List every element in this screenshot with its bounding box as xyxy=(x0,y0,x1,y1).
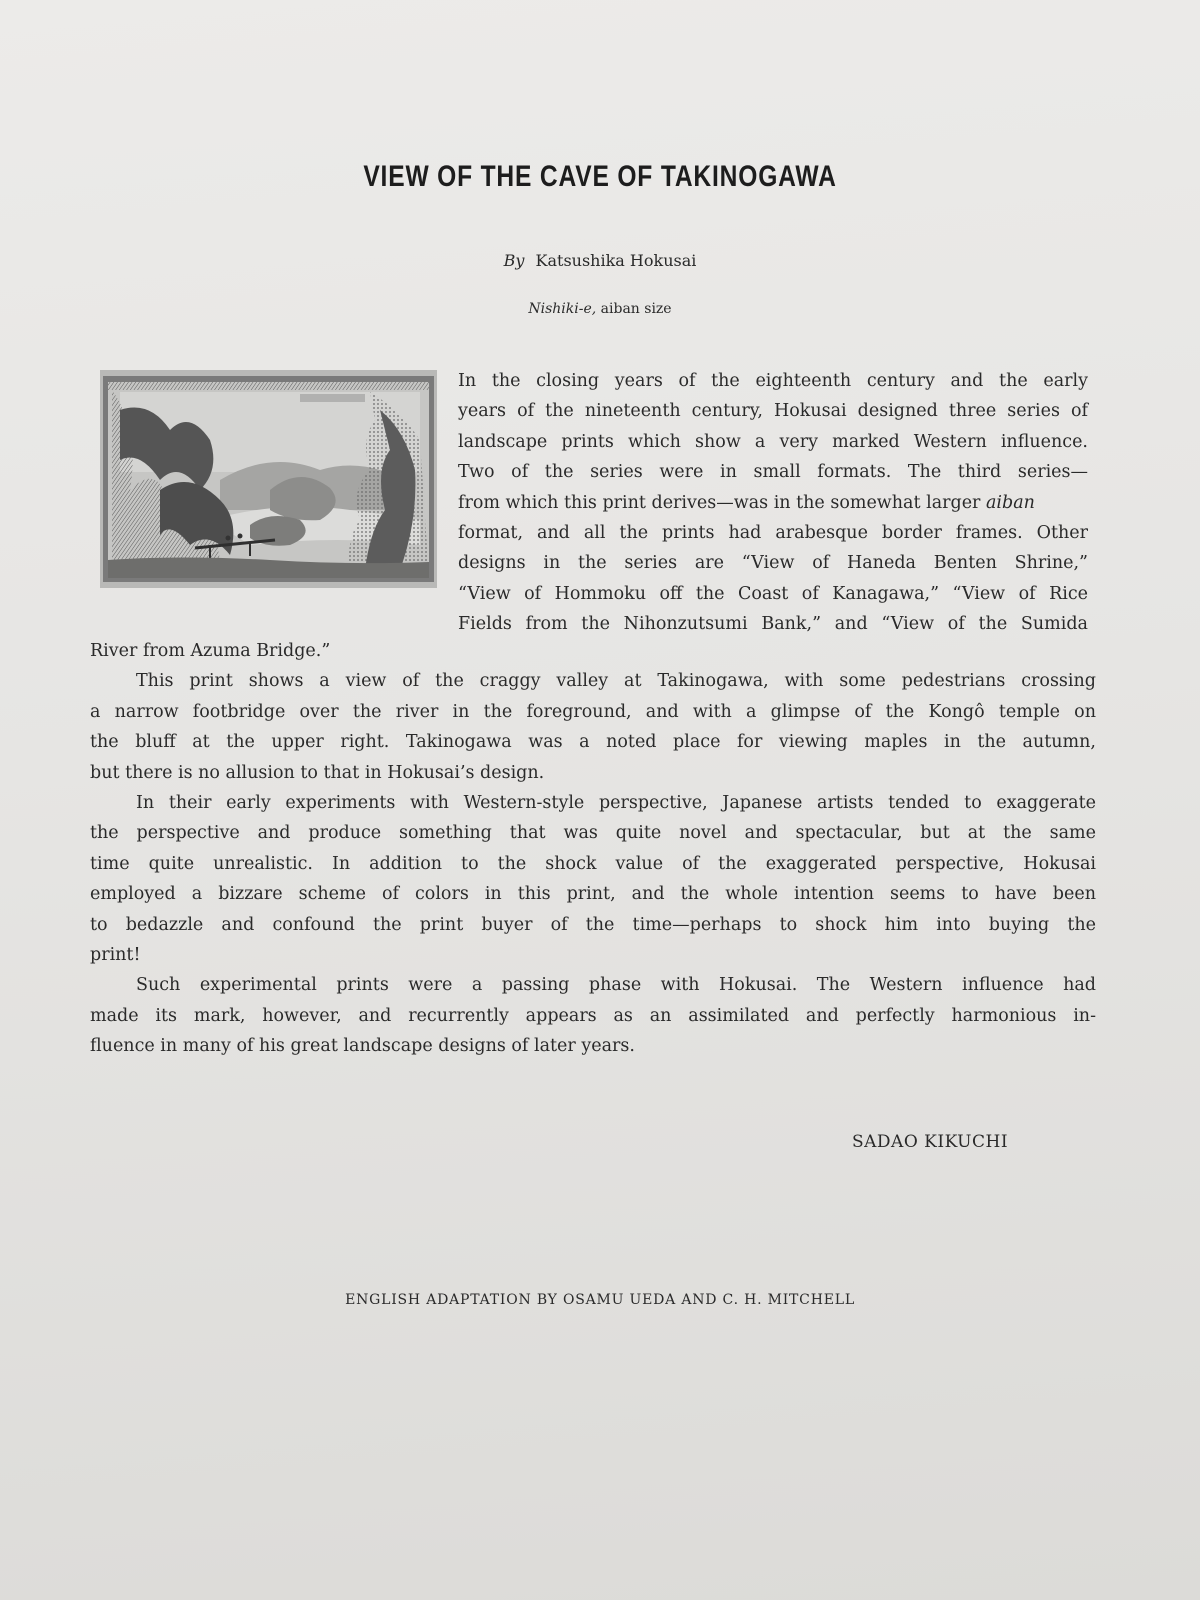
text-line: Fields from the Nihonzutsumi Bank,” and “View of the Sumida xyxy=(458,614,1088,635)
text-line: designs in the series are “View of Haneda Benten Shrine,” xyxy=(458,553,1088,574)
artist-name: Katsushika Hokusai xyxy=(535,251,697,270)
text-line: “View of Hommoku off the Coast of Kanagawa,” “View of Rice xyxy=(458,583,1088,604)
byline-prefix: By xyxy=(503,251,525,270)
text-line: fluence in many of his great landscape designs of later years. xyxy=(90,1036,635,1057)
text-line: the bluff at the upper right. Takinogawa was a noted place for viewing maples in the autumn, xyxy=(90,732,1096,753)
text-line: employed a bizzare scheme of colors in this print, and the whole intention seems to have been xyxy=(90,884,1096,905)
medium-term: Nishiki-e, xyxy=(528,301,597,317)
text-line: In their early experiments with Western-style perspective, Japanese artists tended to exaggerate xyxy=(136,793,1096,814)
text-line: made its mark, however, and recurrently appears as an assimilated and perfectly harmonious in- xyxy=(90,1005,1096,1026)
text-line: River from Azuma Bridge.” xyxy=(90,641,331,661)
text-line: landscape prints which show a very marked Western influence. xyxy=(458,431,1088,452)
adaptation-credit: ENGLISH ADAPTATION BY OSAMU UEDA AND C. H. MITCHELL xyxy=(345,1292,855,1308)
paragraph-intro xyxy=(458,366,1088,640)
print-illustration xyxy=(100,370,437,588)
paragraph-body xyxy=(90,636,1096,1062)
text-run: from which this print derives—was in the somewhat larger xyxy=(458,492,986,513)
text-line: years of the nineteenth century, Hokusai designed three series of xyxy=(458,401,1088,422)
text-line: In the closing years of the eighteenth century and the early xyxy=(458,371,1088,391)
text-line: print! xyxy=(90,945,141,966)
byline xyxy=(0,251,1200,270)
text-line: This print shows a view of the craggy valley at Takinogawa, with some pedestrians crossing xyxy=(136,671,1096,692)
text-line: time quite unrealistic. In addition to the shock value of the exaggerated perspective, Hokusai xyxy=(90,853,1096,874)
text-line: to bedazzle and confound the print buyer of the time—perhaps to shock him into buying the xyxy=(90,914,1096,935)
text-line: Two of the series were in small formats. The third series— xyxy=(458,462,1088,483)
author-signature: SADAO KIKUCHI xyxy=(852,1132,1009,1152)
text-line: format, and all the prints had arabesque border frames. Other xyxy=(458,523,1088,544)
medium-line xyxy=(0,301,1200,317)
text-line: but there is no allusion to that in Hokusai’s design. xyxy=(90,762,545,783)
aiban-term: aiban xyxy=(985,492,1035,513)
text-line: a narrow footbridge over the river in the foreground, and with a glimpse of the Kongô temple on xyxy=(90,701,1096,722)
page-title: VIEW OF THE CAVE OF TAKINOGAWA xyxy=(363,160,837,193)
text-line xyxy=(458,488,1088,518)
text-line: the perspective and produce something that was quite novel and spectacular, but at the same xyxy=(90,823,1096,844)
medium-size: aiban size xyxy=(600,301,672,317)
text-line: Such experimental prints were a passing phase with Hokusai. The Western influence had xyxy=(136,975,1096,996)
